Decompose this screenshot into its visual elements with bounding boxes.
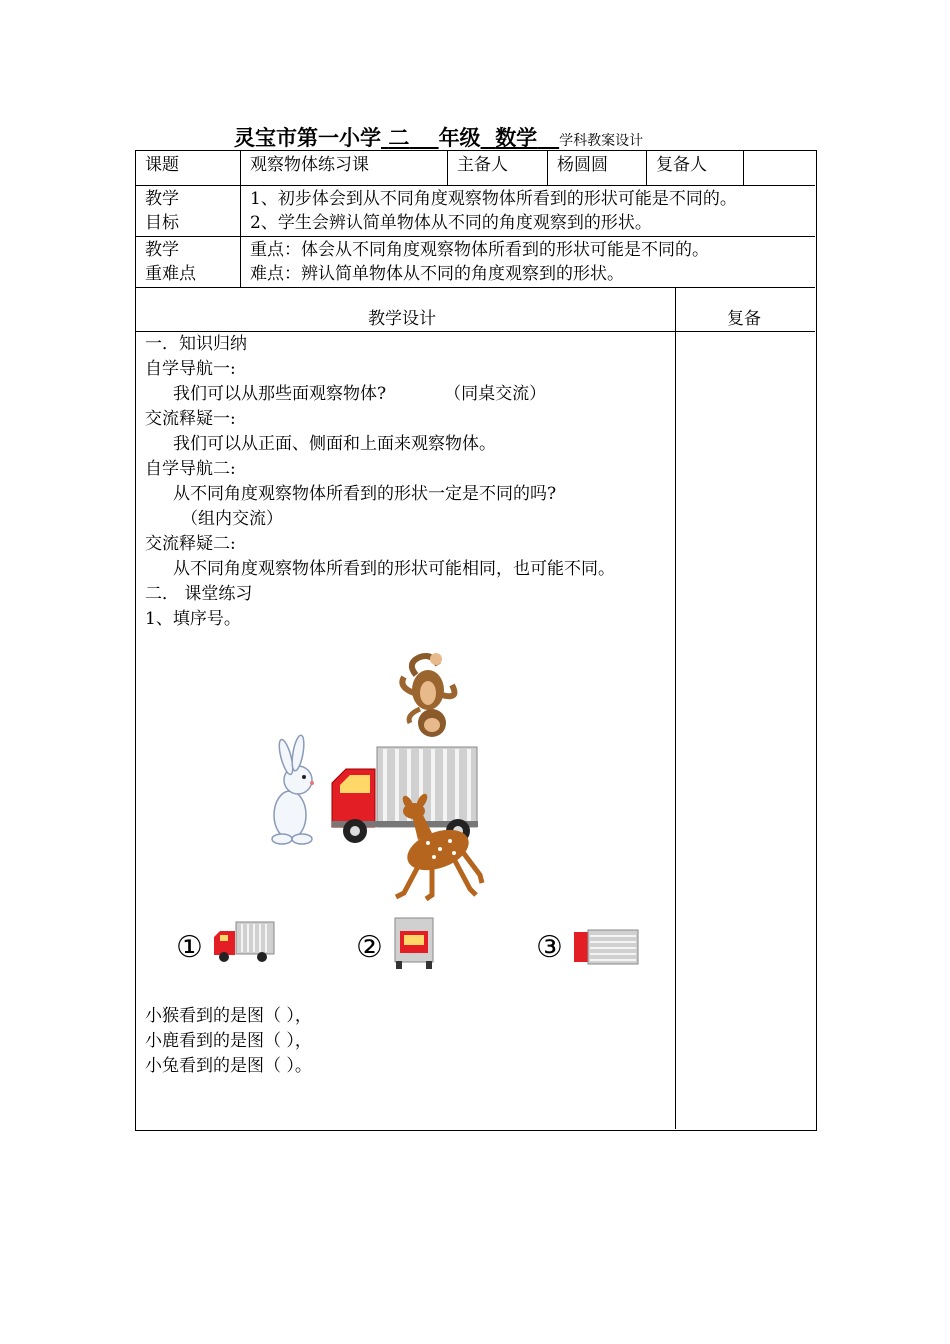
nav2-note: （组内交流） — [181, 509, 283, 529]
col-divider — [547, 150, 548, 185]
exercise-title: 1、填序号。 — [145, 609, 241, 629]
row-divider — [135, 287, 815, 288]
nav1-question: 我们可以从那些面观察物体? （同桌交流） — [173, 384, 547, 404]
goals-label-2: 目标 — [145, 213, 179, 233]
key-label-2: 重难点 — [145, 264, 196, 284]
section-heading: 二． 课堂练习 — [145, 584, 253, 604]
key-label-1: 教学 — [145, 240, 179, 260]
co-label: 复备人 — [656, 155, 707, 175]
truck-top-view-icon — [574, 930, 638, 964]
option-1-label: ① — [176, 930, 203, 965]
nav2-label: 自学导航二: — [145, 459, 236, 479]
truck-icon — [332, 747, 478, 843]
review-heading: 复备 — [727, 309, 761, 329]
answer-deer: 小鹿看到的是图（ ）， — [145, 1031, 312, 1051]
row-divider — [135, 236, 815, 237]
goals-label-1: 教学 — [145, 189, 179, 209]
design-heading: 教学设计 — [368, 309, 436, 329]
grade-value: 二 — [388, 126, 410, 150]
rabbit-icon — [272, 734, 314, 844]
key-item: 难点：辨认简单物体从不同的角度观察到的形状。 — [250, 264, 624, 284]
goal-item: 1、初步体会到从不同角度观察物体所看到的形状可能是不同的。 — [250, 189, 737, 209]
title-suffix: 学科教案设计 — [559, 133, 644, 149]
ans1-label: 交流释疑一: — [145, 409, 236, 429]
nav2-question: 从不同角度观察物体所看到的形状一定是不同的吗? — [173, 484, 557, 504]
row-divider — [135, 185, 815, 186]
answer-rabbit: 小兔看到的是图（ ）。 — [145, 1056, 312, 1076]
topic-value: 观察物体练习课 — [250, 155, 369, 175]
col-divider — [240, 150, 241, 287]
school-name: 灵宝市第一小学 — [234, 126, 381, 150]
col-divider — [646, 150, 647, 185]
answer-list — [145, 1004, 312, 1079]
truck-front-view-icon — [395, 918, 433, 969]
lead-label: 主备人 — [457, 155, 508, 175]
option-2-label: ② — [356, 930, 383, 965]
document-title — [234, 122, 643, 152]
topic-label: 课题 — [145, 155, 179, 175]
col-divider — [447, 150, 448, 185]
section-heading: 一．知识归纳 — [145, 334, 247, 354]
ans1-text: 我们可以从正面、侧面和上面来观察物体。 — [173, 434, 496, 454]
key-item: 重点：体会从不同角度观察物体所看到的形状可能是不同的。 — [250, 240, 709, 260]
subject-value: 数学 — [495, 126, 538, 150]
lesson-table — [135, 150, 817, 1131]
answer-monkey: 小猴看到的是图（ ）， — [145, 1006, 312, 1026]
grade-label: 年级 — [438, 126, 481, 150]
col-divider — [675, 287, 676, 1129]
lead-value: 杨圆圆 — [557, 155, 608, 175]
monkey-icon — [402, 653, 454, 737]
observation-illustration — [170, 645, 650, 975]
col-divider — [743, 150, 744, 185]
truck-side-view-icon — [214, 922, 274, 962]
ans2-text: 从不同角度观察物体所看到的形状可能相同，也可能不同。 — [173, 559, 615, 579]
option-3-label: ③ — [536, 930, 563, 965]
ans2-label: 交流释疑二: — [145, 534, 236, 554]
goal-item: 2、学生会辨认简单物体从不同的角度观察到的形状。 — [250, 213, 652, 233]
nav1-label: 自学导航一: — [145, 359, 236, 379]
lesson-body — [145, 332, 615, 632]
